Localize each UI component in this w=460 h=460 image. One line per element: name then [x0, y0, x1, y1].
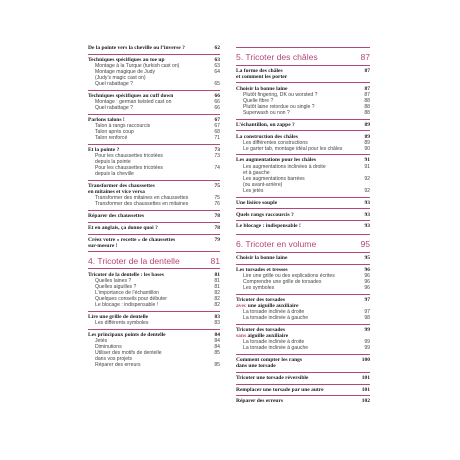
entry-title: Les augmentations inclinées à droite et à gauche: [243, 163, 326, 176]
toc-entry[interactable]: [236, 68, 370, 80]
entry-page: 90: [364, 145, 370, 152]
entry-page: 76: [214, 201, 220, 208]
divider: [88, 222, 220, 223]
entry-title: Utiliser des motifs de dentelle dans vos projets: [95, 350, 162, 363]
entry-page: 82: [214, 302, 220, 309]
divider: [88, 114, 220, 115]
entry-title: Montage magique de Judy (Judy’s magic cast on): [95, 68, 156, 82]
toc-entry[interactable]: [236, 223, 370, 229]
entry-page: 73: [214, 153, 220, 160]
entry-page: 85: [214, 362, 220, 369]
chapter-title: 6. Tricoter en volume: [236, 239, 317, 250]
entry-page: 89: [364, 133, 370, 140]
toc-entry[interactable]: [88, 45, 220, 51]
toc-subentry[interactable]: [88, 201, 220, 207]
divider: [88, 268, 220, 269]
toc-left-column: [88, 45, 220, 368]
entry-title: Quelles aiguilles ?: [95, 283, 137, 290]
entry-title: La forme des châles et comment les porter: [236, 67, 288, 80]
chapter-5-heading: [236, 47, 370, 62]
toc-entry[interactable]: [236, 200, 370, 206]
entry-page: 63: [214, 62, 220, 69]
toc-subentry[interactable]: [88, 350, 220, 362]
entry-page: 73: [214, 146, 220, 153]
entry-page: 68: [214, 129, 220, 136]
entry-title: La torsade inclinée à droite: [243, 309, 305, 316]
entry-title: Les principaux points de dentelle: [88, 331, 166, 338]
entry-page: 75: [214, 195, 220, 202]
toc-subentry[interactable]: [236, 315, 370, 321]
entry-page: 66: [214, 99, 220, 106]
entry-page: 84: [214, 343, 220, 350]
chapter-4-heading: [88, 251, 220, 266]
entry-title: Transformer des chaussettes en mitaines: [95, 201, 189, 208]
toc-entry[interactable]: [236, 212, 370, 218]
entry-page: 84: [214, 337, 220, 344]
entry-page: 74: [214, 165, 220, 172]
entry-title: Choisir la bonne laine: [236, 255, 288, 262]
toc-subentry[interactable]: [236, 188, 370, 194]
divider: [236, 252, 370, 253]
entry-title: Réparer des erreurs: [95, 362, 141, 369]
toc-entry[interactable]: [88, 225, 220, 231]
entry-page: 81: [214, 271, 220, 278]
divider: [236, 384, 370, 385]
toc-entry[interactable]: [236, 297, 370, 309]
divider: [236, 324, 370, 325]
entry-page: 83: [214, 319, 220, 326]
entry-page: 96: [364, 279, 370, 286]
toc-lace-section: [88, 272, 220, 369]
entry-page: 98: [364, 315, 370, 322]
entry-page: 81: [214, 283, 220, 290]
entry-page: 66: [214, 92, 220, 99]
divider: [236, 294, 370, 295]
entry-title: Quelles laines ?: [95, 277, 132, 284]
entry-page: 88: [364, 103, 370, 110]
entry-title: Techniques spécifiques au toe up: [88, 56, 165, 63]
entry-title: Le blocage : indispensable !: [95, 302, 159, 309]
entry-title: Réparer des erreurs: [236, 398, 284, 405]
entry-title: La torsade inclinée à gauche: [243, 315, 309, 322]
divider: [236, 197, 370, 198]
entry-page: 85: [214, 350, 220, 357]
entry-page: 96: [364, 266, 370, 273]
entry-title: Les symboles: [243, 285, 275, 292]
toc-entry[interactable]: [236, 327, 370, 339]
toc-subentry[interactable]: [88, 69, 220, 81]
entry-page: 93: [364, 223, 370, 230]
chapter-page: 87: [360, 52, 370, 62]
entry-title: L’échantillon, on zappe ?: [236, 121, 295, 128]
entry-title: Lire une grille ou des explications écrites: [243, 272, 335, 279]
entry-title: Les différentes constructions: [243, 139, 308, 146]
entry-page: 88: [364, 109, 370, 116]
entry-title: Les augmentations pour les châles: [236, 157, 316, 164]
toc-right-column: [236, 45, 370, 405]
divider: [236, 264, 370, 265]
toc-subentry[interactable]: [88, 302, 220, 308]
divider: [236, 154, 370, 155]
entry-page: 79: [214, 236, 220, 243]
entry-page: 64: [214, 68, 220, 75]
entry-page: 92: [364, 187, 370, 194]
entry-page: 91: [364, 163, 370, 170]
entry-page: 89: [364, 139, 370, 146]
entry-title: Talon après coup: [95, 129, 134, 136]
divider: [236, 354, 370, 355]
chapter-title: 5. Tricoter des châles: [236, 52, 318, 62]
entry-title: La construction des châles: [236, 133, 298, 140]
entry-page: 83: [214, 313, 220, 320]
entry-title: La torsade inclinée à droite: [243, 339, 305, 346]
toc-volume-section: [236, 255, 370, 405]
entry-page: 81: [214, 277, 220, 284]
entry-page: 87: [364, 91, 370, 98]
entry-title: Plutôt fingering, DK ou worsted ?: [243, 91, 318, 98]
entry-page: 92: [364, 175, 370, 182]
divider: [236, 130, 370, 131]
entry-title: Une lisière souple: [236, 199, 278, 206]
entry-page: 78: [214, 224, 220, 231]
entry-page: 82: [214, 296, 220, 302]
entry-title: Et la pointe ?: [88, 146, 120, 153]
entry-page: 84: [214, 331, 220, 338]
entry-title: Talon renforcé: [95, 135, 128, 142]
toc-subentry[interactable]: [88, 320, 220, 326]
entry-title: Les jetés: [243, 187, 264, 194]
entry-title: Et en anglais, ça donne quoi ?: [88, 224, 158, 231]
divider: [88, 234, 220, 235]
divider: [236, 119, 370, 120]
entry-title: Montage à la Turque (turkish cast on): [95, 62, 180, 69]
entry-title: Remplacer une torsade par une autre: [236, 386, 324, 393]
entry-title: Les torsades et tresses: [236, 266, 288, 273]
entry-title: La torsade inclinée à gauche: [243, 345, 309, 352]
entry-title: Plutôt laine retordue ou single ?: [243, 103, 315, 110]
toc-entry[interactable]: [236, 357, 370, 369]
entry-title: Les augmentations barrées (ou avant-arrière): [243, 175, 305, 188]
entry-title: Parlons talons !: [88, 116, 125, 123]
toc-subentry[interactable]: [236, 285, 370, 291]
entry-page: 71: [214, 135, 220, 142]
divider: [88, 311, 220, 312]
toc-subentry[interactable]: [88, 135, 220, 141]
toc-entry[interactable]: [236, 122, 370, 128]
divider: [236, 220, 370, 221]
entry-title: Le garter tab, montage idéal pour les châles: [243, 145, 343, 152]
entry-page: 75: [214, 183, 220, 190]
divider: [88, 329, 220, 330]
entry-title: Techniques spécifiques au cuff down: [88, 92, 174, 99]
chapter-page: 95: [360, 239, 370, 250]
entry-page: 67: [214, 116, 220, 123]
entry-page: 96: [364, 285, 370, 292]
highlight-word: avec: [236, 303, 247, 309]
toc-subentry[interactable]: [88, 153, 220, 165]
toc-entry[interactable]: [236, 375, 370, 381]
entry-title: De la pointe vers la cheville ou l’inverse ?: [88, 45, 185, 51]
entry-page: 63: [214, 56, 220, 63]
toc-subentry[interactable]: [88, 105, 220, 111]
toc-subentry[interactable]: [236, 176, 370, 188]
entry-title: Quel rabattage ?: [95, 105, 133, 112]
divider: [88, 54, 220, 55]
toc-sock-section: [88, 45, 220, 249]
divider: [236, 65, 370, 66]
toc-subentry[interactable]: [88, 362, 220, 368]
chapter-page: 81: [210, 255, 220, 266]
entry-title: Pour les chaussettes tricotées depuis la cheville: [95, 165, 163, 178]
toc-entry[interactable]: [236, 387, 370, 393]
divider: [88, 180, 220, 181]
entry-title: Quels rangs raccourcis ?: [236, 211, 294, 218]
entry-page: 99: [364, 345, 370, 352]
entry-page: 101: [361, 374, 370, 381]
entry-title: Lire une grille de dentelle: [88, 313, 149, 320]
entry-title: Réparer des chaussettes: [88, 213, 145, 220]
entry-title: Quelques conseils pour débuter: [95, 296, 167, 302]
entry-page: 97: [364, 309, 370, 316]
entry-title: Le blocage : indispensable !: [236, 223, 301, 230]
entry-page: 82: [214, 289, 220, 296]
toc-entry[interactable]: [88, 237, 220, 249]
entry-page: 67: [214, 123, 220, 129]
entry-title: Superwash ou non ?: [243, 109, 290, 116]
entry-page: 66: [214, 105, 220, 112]
entry-page: 95: [364, 255, 370, 262]
entry-title: L’importance de l’échantillon: [95, 289, 159, 296]
toc-entry[interactable]: [236, 398, 370, 404]
toc-entry[interactable]: [236, 255, 370, 261]
toc-subentry[interactable]: [236, 164, 370, 176]
entry-page: 99: [364, 339, 370, 346]
entry-page: 96: [364, 272, 370, 279]
toc-subentry[interactable]: [236, 345, 370, 351]
toc-entry[interactable]: [88, 183, 220, 195]
toc-subentry[interactable]: [88, 81, 220, 87]
entry-title: Créez votre « recette » de chaussettes sur-mesure !: [88, 236, 176, 249]
entry-title: Les différents symboles: [95, 319, 149, 326]
divider: [88, 90, 220, 91]
entry-title: Comment compter les rangs dans une torsade: [236, 357, 303, 370]
entry-title: Jetés: [95, 337, 108, 344]
toc-shawl-section: [236, 68, 370, 230]
entry-page: 89: [364, 121, 370, 128]
entry-title: Tricoter de la dentelle : les bases: [88, 271, 164, 278]
entry-title: Transformer des mitaines en chaussettes: [95, 195, 189, 202]
toc-subentry[interactable]: [88, 165, 220, 177]
entry-page: 99: [364, 326, 370, 333]
divider: [236, 395, 370, 396]
divider: [88, 210, 220, 211]
entry-page: 102: [361, 398, 370, 405]
toc-entry[interactable]: [88, 213, 220, 219]
chapter-title: 4. Tricoter de la dentelle: [88, 255, 180, 266]
entry-title: Tricoter des torsades sans aiguille auxiliaire: [236, 326, 289, 340]
toc-subentry[interactable]: [236, 146, 370, 152]
entry-title: Talon à rangs raccourcis: [95, 123, 151, 129]
entry-title: Tricoter une torsade réversible: [236, 374, 309, 381]
entry-page: 93: [364, 199, 370, 206]
entry-title: Quelle fibre ?: [243, 97, 274, 104]
entry-title: Montage : german twisted cast on: [95, 99, 172, 106]
entry-title: Transformer des chaussettes en mitaines et vice versa: [88, 183, 155, 196]
chapter-6-heading: [236, 234, 370, 249]
entry-page: 87: [364, 67, 370, 74]
divider: [236, 372, 370, 373]
entry-page: 62: [214, 45, 220, 51]
entry-title: Diminutions: [95, 343, 122, 350]
entry-page: 87: [364, 85, 370, 92]
toc-subentry[interactable]: [236, 110, 370, 116]
highlight-word: sans: [236, 333, 247, 340]
entry-page: 88: [364, 97, 370, 104]
entry-page: 101: [361, 386, 370, 393]
entry-page: 78: [214, 213, 220, 220]
entry-title: Comprendre une grille de torsades: [243, 279, 322, 286]
entry-title: Pour les chaussettes tricotées depuis la pointe: [95, 153, 163, 166]
divider: [236, 208, 370, 209]
entry-page: 91: [364, 157, 370, 164]
entry-title: Quel rabattage ?: [95, 81, 133, 88]
entry-page: 65: [214, 81, 220, 88]
entry-page: 93: [364, 211, 370, 218]
entry-title: Tricoter des torsades avec une aiguille auxiliaire: [236, 296, 299, 309]
divider: [88, 144, 220, 145]
divider: [236, 82, 370, 83]
entry-title: Choisir la bonne laine: [236, 85, 288, 92]
entry-page: 100: [361, 357, 370, 364]
entry-page: 97: [364, 296, 370, 303]
